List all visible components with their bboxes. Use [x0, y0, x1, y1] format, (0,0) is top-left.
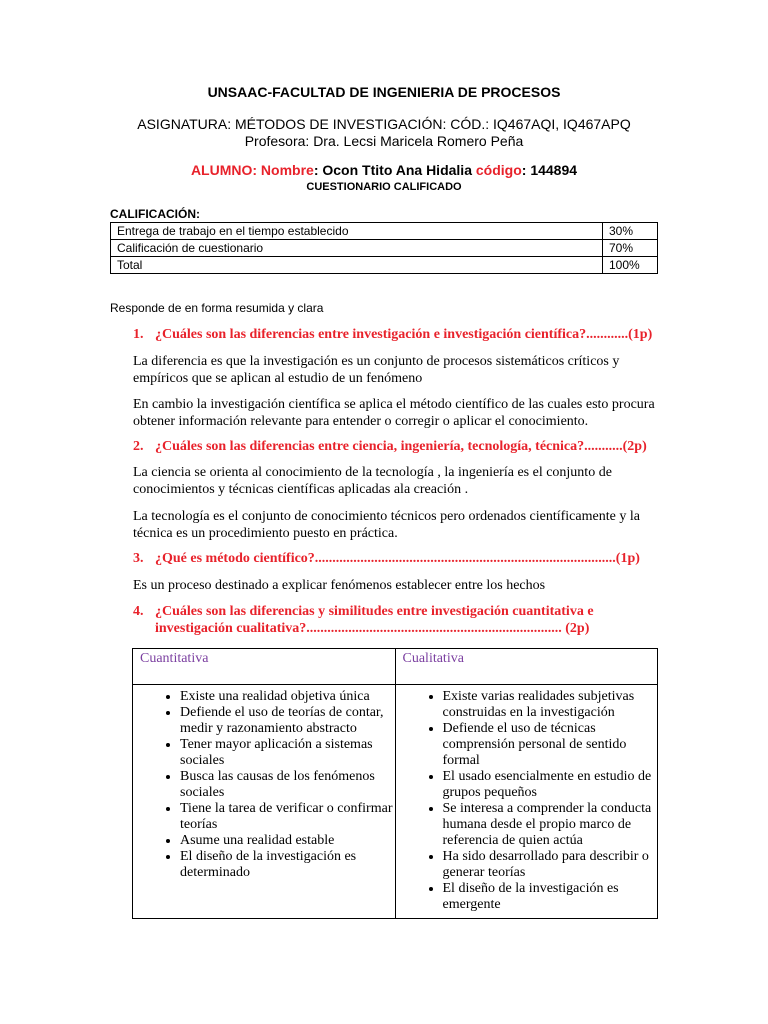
question-text: ¿Qué es método científico?......................................................................................(1p): [155, 551, 640, 566]
answer-2a: La ciencia se orienta al conocimiento de la tecnología , la ingeniería es el conjunto de conocimientos y técnicas científicas aplicadas ala creación .: [133, 465, 612, 497]
grading-item: Calificación de cuestionario: [111, 240, 603, 257]
table-row: [111, 223, 658, 240]
table-row: [133, 649, 658, 685]
questionnaire-title: CUESTIONARIO CALIFICADO: [306, 181, 462, 193]
question-text: ¿Cuáles son las diferencias entre ciencia, ingeniería, tecnología, técnica?...........(2p): [155, 439, 647, 454]
list-item: • Asume una realidad estable: [180, 833, 394, 849]
table-row: [111, 240, 658, 257]
grading-table: [110, 222, 658, 274]
qual-cell: [395, 685, 658, 919]
answer-1b: En cambio la investigación científica se aplica el método científico de las cuales esto procura obtener información relevante para entender o corregir o aplicar el conocimiento.: [133, 397, 655, 429]
grading-pct: 30%: [603, 223, 658, 240]
question-number: 2.: [133, 439, 144, 454]
university-heading: UNSAAC-FACULTAD DE INGENIERIA DE PROCESOS: [207, 84, 561, 100]
list-item: • Tener mayor aplicación a sistemas sociales: [180, 737, 394, 769]
question-4: [133, 603, 653, 637]
qual-header: Cualitativa: [395, 649, 658, 685]
question-number: 3.: [133, 551, 144, 566]
grading-item: Total: [111, 257, 603, 274]
grading-item: Entrega de trabajo en el tiempo establecido: [111, 223, 603, 240]
list-item: • El diseño de la investigación es emergente: [443, 881, 657, 913]
list-item: • Existe varias realidades subjetivas construidas en la investigación: [443, 689, 657, 721]
list-item: • Ha sido desarrollado para describir o generar teorías: [443, 849, 657, 881]
list-item: • Tiene la tarea de verificar o confirmar teorías: [180, 801, 394, 833]
quant-header: Cuantitativa: [133, 649, 396, 685]
student-line: [0, 162, 768, 178]
question-1: [133, 327, 652, 343]
question-number: 1.: [133, 327, 144, 342]
student-name: : Ocon Ttito Ana Hidalia: [313, 162, 476, 178]
list-item: • Existe una realidad objetiva única: [180, 689, 394, 705]
qual-list: [397, 689, 657, 913]
question-2: [133, 439, 647, 455]
student-code: : 144894: [521, 162, 578, 178]
student-label: ALUMNO: Nombre: [190, 162, 314, 178]
list-item: • El usado esencialmente en estudio de grupos pequeños: [443, 769, 657, 801]
teacher-line: Profesora: Dra. Lecsi Maricela Romero Peña: [244, 133, 524, 149]
answer-1a: La diferencia es que la investigación es un conjunto de procesos sistemáticos críticos y empíricos que se aplican al estudio de un fenómeno: [133, 354, 620, 386]
list-item: • Defiende el uso de técnicas comprensión personal de sentido formal: [443, 721, 657, 769]
grading-pct: 70%: [603, 240, 658, 257]
question-text: ¿Cuáles son las diferencias y similitudes entre investigación cuantitativa e investigación cualitativa?......................................................................... (2p): [155, 604, 594, 636]
list-item: • Busca las causas de los fenómenos sociales: [180, 769, 394, 801]
question-text: ¿Cuáles son las diferencias entre investigación e investigación científica?............(1p): [155, 327, 653, 342]
quant-cell: [133, 685, 396, 919]
grading-pct: 100%: [603, 257, 658, 274]
code-label: código: [475, 162, 522, 178]
list-item: • Defiende el uso de teorías de contar, medir y razonamiento abstracto: [180, 705, 394, 737]
subject-line: ASIGNATURA: MÉTODOS DE INVESTIGACIÓN: CÓD.: IQ467AQI, IQ467APQ: [137, 116, 631, 132]
table-row: [133, 685, 658, 919]
question-number: 4.: [133, 604, 144, 619]
list-item: • Se interesa a comprender la conducta humana desde el propio marco de referencia de quien actúa: [443, 801, 657, 849]
table-row: [111, 257, 658, 274]
question-3: [133, 551, 640, 567]
quant-list: [134, 689, 394, 881]
comparison-table: [132, 648, 658, 919]
list-item: • El diseño de la investigación es determinado: [180, 849, 394, 881]
answer-2b: La tecnología es el conjunto de conocimiento técnicos pero ordenados científicamente y la técnica es un procedimiento puesto en práctica.: [133, 509, 640, 541]
instruction-text: Responde de en forma resumida y clara: [110, 301, 324, 315]
grading-label: CALIFICACIÓN:: [110, 207, 200, 221]
answer-3a: Es un proceso destinado a explicar fenómenos establecer entre los hechos: [133, 578, 546, 593]
